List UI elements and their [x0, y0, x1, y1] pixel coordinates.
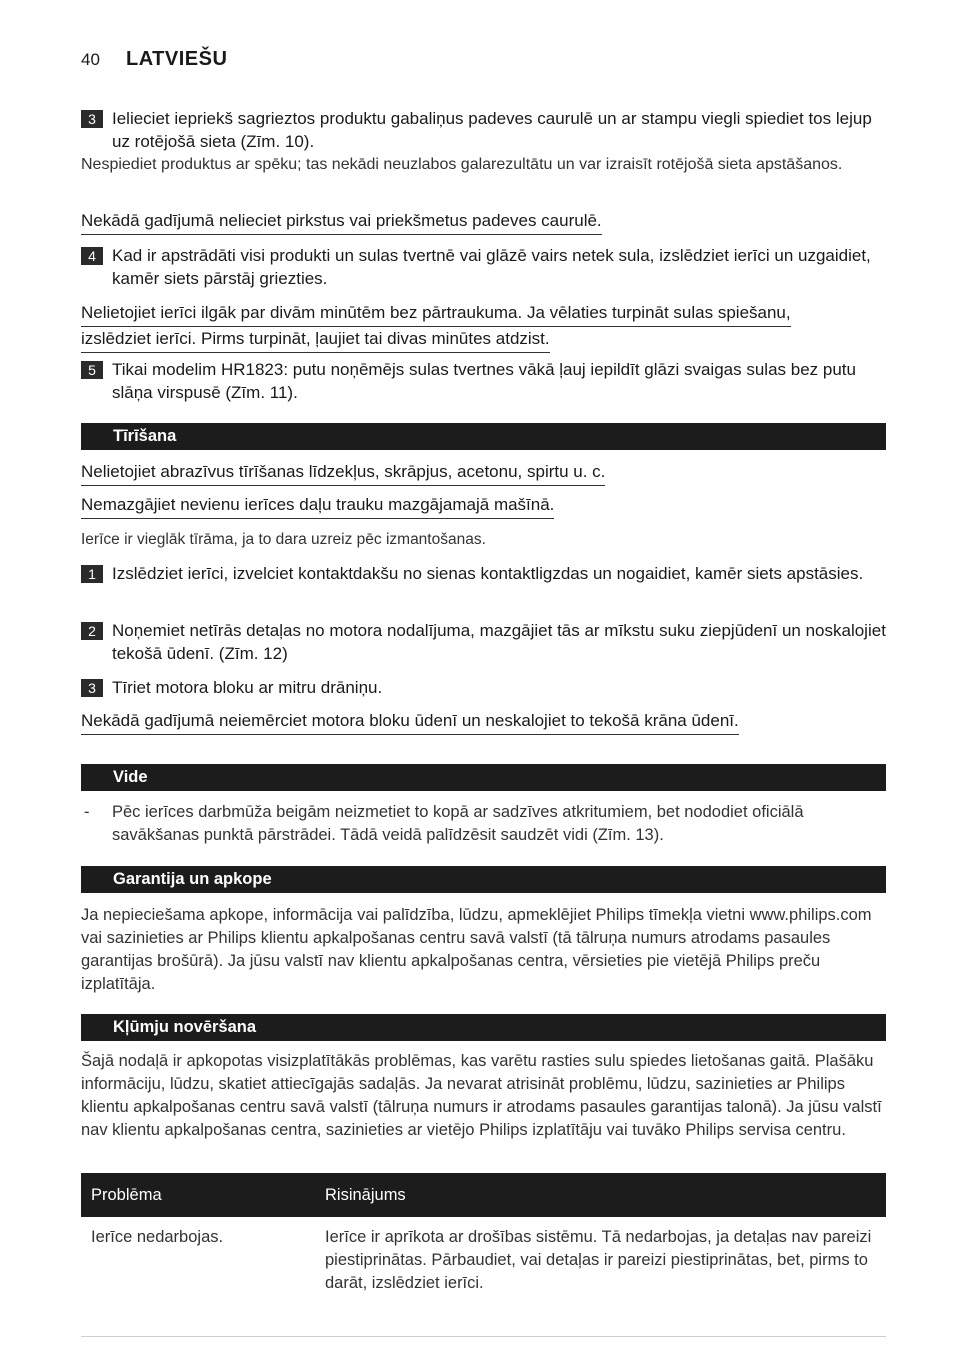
cleaning-step-2 — [81, 619, 886, 665]
troubleshooting-table — [81, 1173, 886, 1337]
section-heading-warranty — [81, 866, 886, 893]
step-text: Kad ir apstrādāti visi produkti un sulas tvertnē vai glāzē vairs netek sula, izslēdziet ierīci un uzgaidiet, kamēr siets pārstāj griezties. — [112, 246, 871, 288]
warning-text: Nekādā gadījumā nelieciet pirkstus vai priekšmetus padeves caurulē. — [81, 209, 602, 235]
step-4-switch-off — [81, 244, 886, 290]
warning-abrasives — [81, 460, 605, 486]
environment-item — [81, 801, 886, 847]
section-heading-troubleshooting — [81, 1014, 886, 1041]
language-heading: LATVIEŠU — [126, 48, 228, 70]
step-text: Noņemiet netīrās detaļas no motora nodalījuma, mazgājiet tās ar mīkstu suku ziepjūdenī un noskalojiet tekošā ūdenī. (Zīm. 12) — [112, 621, 886, 663]
troubleshooting-intro: Šajā nodaļā ir apkopotas visizplatītākās problēmas, kas varētu rasties sulu spiedes lietošanas gaitā. Plašāku informāciju, lūdzu, skatiet attiecīgajās sadaļās. Ja nevarat atrisināt problēmu, lūdzu, sazinieties ar Philips klientu apkalpošanas centru savā valstī (tālruņa numurs ir atrodams pasaules garantijas talonā). Ja jūsu valstī nav klientu apkalpošanas centra, sazinieties ar vietējo Philips izplatītāju vai tuvāko Philips servisa centru. — [81, 1052, 882, 1139]
dash-bullet: - — [84, 803, 90, 821]
step-text: Ielieciet iepriekš sagrieztos produktu gabaliņus padeves caurulē un ar stampu viegli spiediet tos lejup uz rotējošā sieta (Zīm. 10). — [112, 109, 872, 151]
note-no-force: Nespiediet produktus ar spēku; tas nekādi neuzlabos galarezultātu un var izraisīt rotējošā sieta apstāšanos. — [81, 156, 843, 173]
cleaning-step-1 — [81, 562, 886, 585]
step-number: 3 — [81, 110, 103, 128]
step-number: 2 — [81, 622, 103, 640]
warning-dishwasher — [81, 493, 554, 519]
warning-two-minutes — [81, 301, 791, 353]
section-heading-text: Garantija un apkope — [113, 870, 272, 888]
warning-fingers — [81, 209, 602, 235]
warning-immerse — [81, 709, 739, 735]
warning-text: Nekādā gadījumā neiemērciet motora bloku ūdenī un neskalojiet to tekošā krāna ūdenī. — [81, 709, 739, 735]
warning-text: Nelietojiet abrazīvus tīrīšanas līdzekļus, skrāpjus, acetonu, spirtu u. c. — [81, 460, 605, 486]
section-heading-text: Kļūmju novēršana — [113, 1018, 257, 1036]
section-heading-cleaning — [81, 423, 886, 450]
step-5-froth-separator — [81, 358, 886, 404]
column-header-solution: Risinājums — [315, 1173, 886, 1217]
step-number: 1 — [81, 565, 103, 583]
step-text: Izslēdziet ierīci, izvelciet kontaktdakšu no sienas kontaktligzdas un nogaidiet, kamēr siets apstāsies. — [112, 564, 864, 583]
page-number: 40 — [81, 50, 100, 69]
step-text: Tikai modelim HR1823: putu noņēmējs sulas tvertnes vākā ļauj iepildīt glāzi svaigas sulas bez putu slāņa virspusē (Zīm. 11). — [112, 360, 856, 402]
section-heading-environment — [81, 764, 886, 791]
warning-text-line-1: Nelietojiet ierīci ilgāk par divām minūtēm bez pārtraukuma. Ja vēlaties turpināt sulas spiešanu, — [81, 301, 791, 327]
column-header-problem: Problēma — [81, 1173, 315, 1217]
problem-cell: Ierīce nedarbojas. — [81, 1217, 315, 1337]
warning-text-line-2: izslēdziet ierīci. Pirms turpināt, ļaujiet tai divas minūtes atdzist. — [81, 327, 550, 353]
solution-cell: Ierīce ir aprīkota ar drošības sistēmu. Tā nedarbojas, ja detaļas nav pareizi piestiprinātas. Pārbaudiet, vai detaļas ir pareizi piestiprinātas, bet, pirms to darāt, izslēdziet ierīci. — [315, 1217, 886, 1337]
step-number: 4 — [81, 247, 103, 265]
step-3-insert-produce — [81, 107, 886, 153]
section-heading-text: Vide — [113, 768, 148, 786]
note-clean-immediately: Ierīce ir vieglāk tīrāma, ja to dara uzreiz pēc izmantošanas. — [81, 531, 486, 548]
step-text: Tīriet motora bloku ar mitru drāniņu. — [112, 678, 383, 697]
step-number: 3 — [81, 679, 103, 697]
section-heading-text: Tīrīšana — [113, 427, 177, 445]
step-number: 5 — [81, 361, 103, 379]
cleaning-step-3 — [81, 676, 886, 699]
warning-text: Nemazgājiet nevienu ierīces daļu trauku mazgājamajā mašīnā. — [81, 493, 554, 519]
warranty-text: Ja nepieciešama apkope, informācija vai palīdzība, lūdzu, apmeklējiet Philips tīmekļa vietni www.philips.com vai sazinieties ar Philips klientu apkalpošanas centru savā valstī (tā tālruņa numurs atrodams pasaules garantijas brošūrā). Ja jūsu valstī nav klientu apkalpošanas centra, vērsieties pie vietējā Philips preču izplatītāja. — [81, 906, 872, 993]
environment-text: Pēc ierīces darbmūža beigām neizmetiet to kopā ar sadzīves atkritumiem, bet nododiet oficiālā savākšanas punktā pārstrādei. Tādā veidā palīdzēsit saudzēt vidi (Zīm. 13). — [112, 803, 804, 844]
table-row — [81, 1217, 886, 1337]
table-header-row — [81, 1173, 886, 1217]
